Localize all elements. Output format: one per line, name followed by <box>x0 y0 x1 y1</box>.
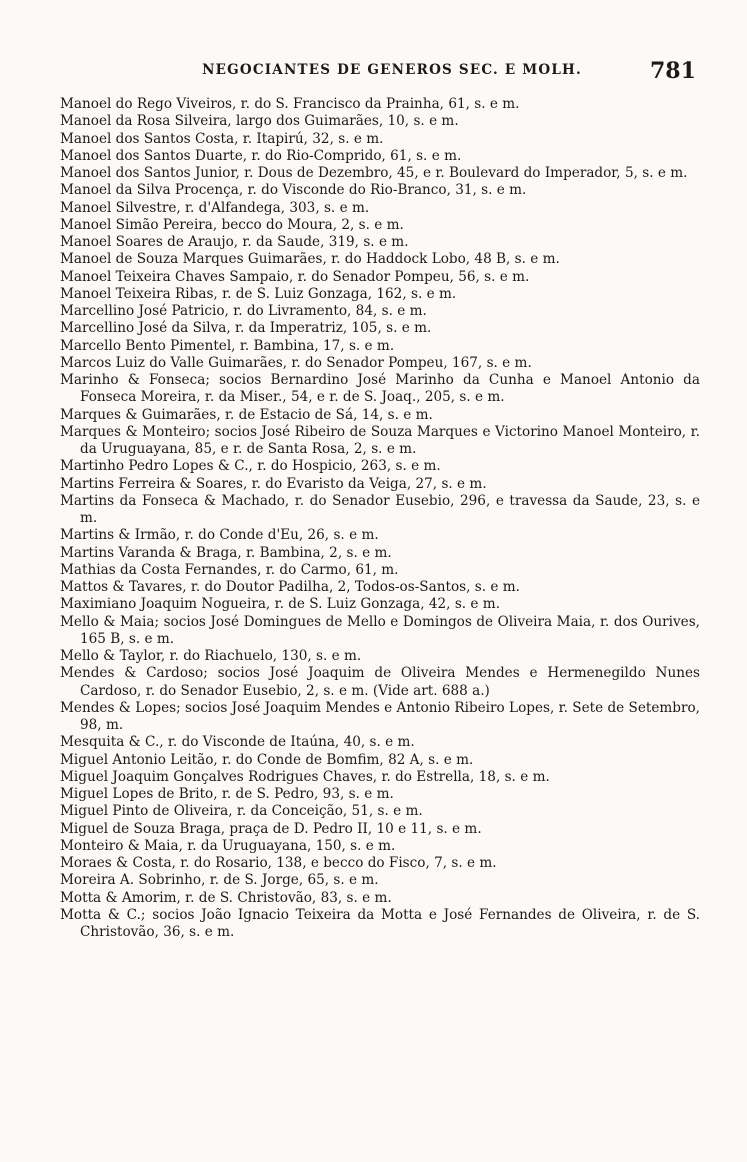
list-item: Miguel Joaquim Gonçalves Rodrigues Chaves, r. do Estrella, 18, s. e m. <box>60 768 550 785</box>
list-item: Mello & Maia; socios José Domingues de Mello e Domingos de Oliveira Maia, r. dos Ourives, 165 B, s. e m. <box>60 613 700 647</box>
list-item: Miguel de Souza Braga, praça de D. Pedro II, 10 e 11, s. e m. <box>60 820 482 837</box>
list-item: Mathias da Costa Fernandes, r. do Carmo, 61, m. <box>60 561 399 578</box>
list-item: Manoel dos Santos Costa, r. Itapirú, 32, s. e m. <box>60 130 384 147</box>
list-item: Miguel Lopes de Brito, r. de S. Pedro, 93, s. e m. <box>60 786 394 802</box>
list-item: Maximiano Joaquim Nogueira, r. de S. Luiz Gonzaga, 42, s. e m. <box>60 596 501 613</box>
list-item: Manoel do Rego Viveiros, r. do S. Francisco da Prainha, 61, s. e m. <box>60 96 520 112</box>
list-item: Martins Ferreira & Soares, r. do Evaristo da Veiga, 27, s. e m. <box>60 475 487 492</box>
list-item: Manoel Teixeira Ribas, r. de S. Luiz Gonzaga, 162, s. e m. <box>60 285 457 302</box>
list-item: Manoel dos Santos Junior, r. Dous de Dezembro, 45, e r. Boulevard do Imperador, 5, s. e m. <box>60 165 688 181</box>
list-item: Moreira A. Sobrinho, r. de S. Jorge, 65, s. e m. <box>60 872 379 889</box>
list-item: Martins da Fonseca & Machado, r. do Senador Eusebio, 296, e travessa da Saude, 23, s. e m. <box>60 492 700 526</box>
list-item: Manoel Teixeira Chaves Sampaio, r. do Senador Pompeu, 56, s. e m. <box>60 268 530 285</box>
list-item: Mattos & Tavares, r. do Doutor Padilha, 2, Todos-os-Santos, s. e m. <box>60 579 520 595</box>
list-item: Marques & Guimarães, r. de Estacio de Sá, 14, s. e m. <box>60 406 433 423</box>
list-item: Mendes & Lopes; socios José Joaquim Mendes e Antonio Ribeiro Lopes, r. Sete de Setembro, 98, m. <box>60 699 700 733</box>
entry-list <box>60 96 700 941</box>
list-item: Marinho & Fonseca; socios Bernardino José Marinho da Cunha e Manoel Antonio da Fonseca Moreira, r. da Miser., 54, e r. de S. Joaq., 205, s. e m. <box>60 372 700 406</box>
running-header: NEGOCIANTES DE GENEROS SEC. E MOLH. <box>202 62 582 78</box>
list-item: Manoel dos Santos Duarte, r. do Rio-Comprido, 61, s. e m. <box>60 147 462 164</box>
list-item: Manoel Simão Pereira, becco do Moura, 2, s. e m. <box>60 216 404 233</box>
list-item: Manoel da Rosa Silveira, largo dos Guimarães, 10, s. e m. <box>60 113 459 130</box>
list-item: Motta & Amorim, r. de S. Christovão, 83, s. e m. <box>60 889 392 906</box>
page-number: 781 <box>650 58 696 84</box>
list-item: Mello & Taylor, r. do Riachuelo, 130, s. e m. <box>60 648 362 664</box>
list-item: Marques & Monteiro; socios José Ribeiro de Souza Marques e Victorino Manoel Monteiro, r. da Uruguayana, 85, e r. de Santa Rosa, 2, s. e m. <box>60 423 700 457</box>
list-item: Manoel Soares de Araujo, r. da Saude, 319, s. e m. <box>60 234 409 250</box>
list-item: Manoel de Souza Marques Guimarães, r. do Haddock Lobo, 48 B, s. e m. <box>60 251 560 268</box>
list-item: Martins Varanda & Braga, r. Bambina, 2, s. e m. <box>60 544 392 561</box>
list-item: Marcellino José da Silva, r. da Imperatriz, 105, s. e m. <box>60 320 432 337</box>
list-item: Manoel Silvestre, r. d'Alfandega, 303, s. e m. <box>60 199 370 216</box>
list-item: Martins & Irmão, r. do Conde d'Eu, 26, s. e m. <box>60 527 379 544</box>
list-item: Mesquita & C., r. do Visconde de Itaúna, 40, s. e m. <box>60 734 415 751</box>
list-item: Martinho Pedro Lopes & C., r. do Hospicio, 263, s. e m. <box>60 458 441 475</box>
list-item: Mendes & Cardoso; socios José Joaquim de Oliveira Mendes e Hermenegildo Nunes Cardoso, r. do Senador Eusebio, 2, s. e m. (Vide art. 688 a.) <box>60 665 700 699</box>
list-item: Marcello Bento Pimentel, r. Bambina, 17, s. e m. <box>60 337 395 354</box>
list-item: Miguel Pinto de Oliveira, r. da Conceição, 51, s. e m. <box>60 803 423 820</box>
list-item: Motta & C.; socios João Ignacio Teixeira da Motta e José Fernandes de Oliveira, r. de S. Christovão, 36, s. e m. <box>60 906 700 940</box>
list-item: Miguel Antonio Leitão, r. do Conde de Bomfim, 82 A, s. e m. <box>60 751 474 768</box>
list-item: Marcos Luiz do Valle Guimarães, r. do Senador Pompeu, 167, s. e m. <box>60 354 532 371</box>
list-item: Manoel da Silva Procença, r. do Visconde do Rio-Branco, 31, s. e m. <box>60 182 527 199</box>
list-item: Moraes & Costa, r. do Rosario, 138, e becco do Fisco, 7, s. e m. <box>60 855 497 871</box>
list-item: Monteiro & Maia, r. da Uruguayana, 150, s. e m. <box>60 837 396 854</box>
list-item: Marcellino José Patricio, r. do Livramento, 84, s. e m. <box>60 303 427 319</box>
